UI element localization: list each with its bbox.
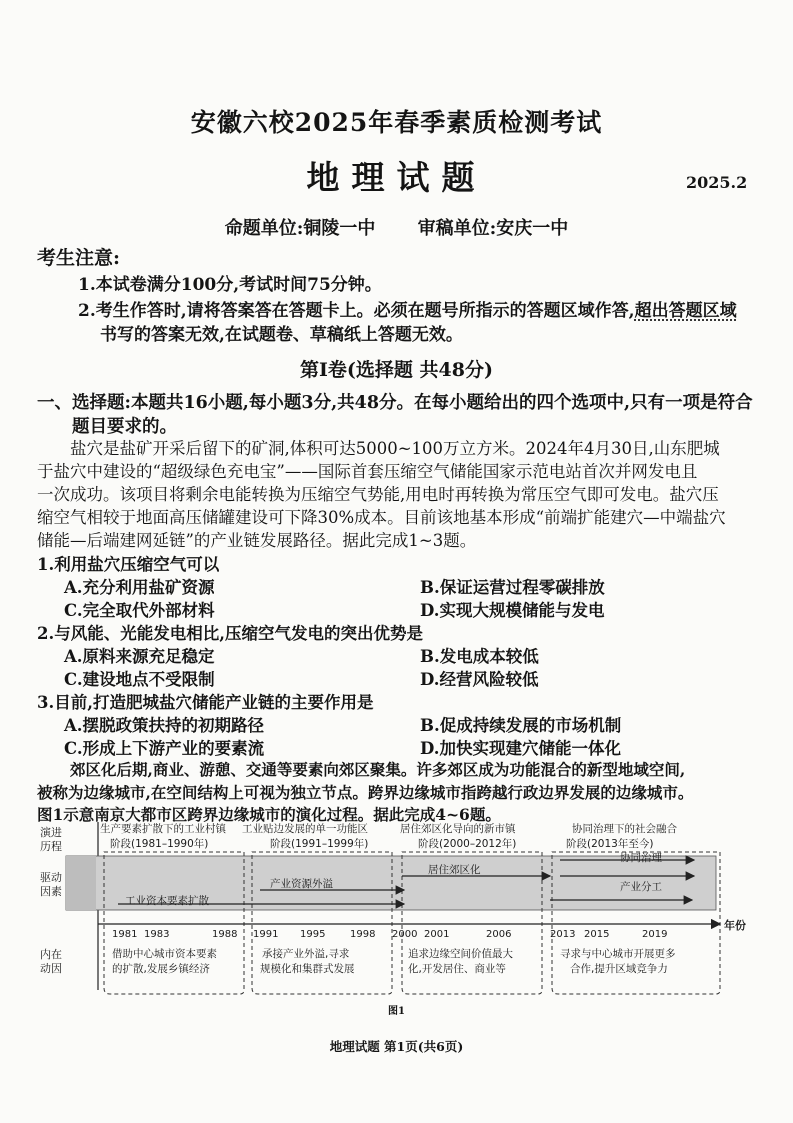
row-label: 历程: [40, 840, 62, 853]
passage1-line: 缩空气相较于地面高压储罐建设可下降30%成本。目前该地基本形成“前端扩能建穴—中端盐穴: [37, 508, 726, 527]
exam-school-title: 安徽六校2025年春季素质检测考试: [190, 108, 603, 137]
stage-title: 工业贴边发展的单一功能区: [242, 823, 368, 835]
row-label: 动因: [40, 962, 62, 975]
question-1-stem: 1.利用盐穴压缩空气可以: [37, 555, 220, 574]
driver-label: 协同治理: [620, 852, 662, 864]
year-tick: 1981: [112, 929, 138, 940]
driver-label: 产业资源外溢: [270, 878, 333, 890]
units-line: [0, 214, 793, 240]
year-tick: 1991: [253, 929, 279, 940]
year-tick: 1998: [350, 929, 376, 940]
setter-unit: 命题单位:铜陵一中: [224, 218, 376, 239]
motive-line: 化,开发居住、商业等: [408, 963, 506, 975]
notice-item-1: 1.本试卷满分100分,考试时间75分钟。: [78, 275, 382, 295]
row-label: 内在: [40, 948, 62, 961]
driver-label: 居住郊区化: [428, 864, 481, 876]
notice-title: 考生注意:: [37, 247, 121, 269]
motive-line: 的扩散,发展乡镇经济: [112, 963, 210, 975]
question-2-option-b: B.发电成本较低: [420, 647, 539, 666]
passage2-line: 被称为边缘城市,在空间结构上可视为独立节点。跨界边缘城市指跨越行政边界发展的边缘城市。: [37, 783, 694, 802]
passage2-line: 图1示意南京大都市区跨界边缘城市的演化过程。据此完成4~6题。: [37, 805, 501, 824]
motive-line: 寻求与中心城市开展更多: [560, 948, 676, 960]
driver-label: 产业分工: [620, 881, 662, 893]
row-label: 因素: [40, 885, 62, 898]
notice-item-2-c: 书写的答案无效,在试题卷、草稿纸上答题无效。: [100, 325, 463, 345]
passage1-line: 于盐穴中建设的“超级绿色充电宝”——国际首套压缩空气储能国家示范电站首次并网发电且: [37, 462, 698, 481]
question-2-option-a: A.原料来源充足稳定: [64, 647, 215, 666]
motive-line: 规模化和集群式发展: [260, 963, 355, 975]
stage-period: 阶段(2000–2012年): [418, 838, 517, 850]
stage-title: 居住郊区化导向的新市镇: [400, 823, 516, 835]
notice-item-2: [78, 296, 737, 321]
question-1-option-a: A.充分利用盐矿资源: [64, 578, 215, 597]
page-footer: 地理试题 第1页(共6页): [329, 1039, 464, 1054]
driver-label-cell: [66, 856, 96, 910]
motive-line: 承接产业外溢,寻求: [262, 948, 350, 960]
year-tick: 2000: [392, 929, 418, 940]
stage-period: 阶段(2013年至今): [566, 838, 654, 850]
year-tick: 1988: [212, 929, 238, 940]
motive-line: 合作,提升区域竞争力: [570, 963, 668, 975]
motive-line: 追求边缘空间价值最大: [408, 948, 513, 960]
question-3-stem: 3.目前,打造肥城盐穴储能产业链的主要作用是: [37, 693, 374, 712]
exam-date: 2025.2: [686, 173, 748, 192]
stage-period: 阶段(1991–1999年): [270, 838, 369, 850]
axis-label: 年份: [724, 919, 746, 932]
passage1-line: 一次成功。该项目将剩余电能转换为压缩空气势能,用电时再转换为常压空气即可发电。盐穴压: [37, 485, 719, 504]
year-tick: 2001: [424, 929, 450, 940]
reviewer-unit: 审稿单位:安庆一中: [417, 218, 569, 239]
driver-label: 工业资本要素扩散: [125, 895, 209, 907]
subject-title: 地理试题: [306, 158, 487, 197]
stage-title: 协同治理下的社会融合: [572, 823, 677, 835]
passage1-line: 盐穴是盐矿开采后留下的矿洞,体积可达5000~100万立方米。2024年4月30日,山东肥城: [70, 439, 720, 458]
section-heading-line2: 题目要求的。: [72, 417, 177, 437]
question-1-option-c: C.完全取代外部材料: [64, 601, 215, 620]
question-3-option-a: A.摆脱政策扶持的初期路径: [64, 716, 265, 735]
stage-period: 阶段(1981–1990年): [110, 838, 209, 850]
section-heading-line1: 一、选择题:本题共16小题,每小题3分,共48分。在每小题给出的四个选项中,只有一项是符合: [37, 393, 753, 413]
year-tick: 1995: [300, 929, 326, 940]
passage2-line: 郊区化后期,商业、游憩、交通等要素向郊区聚集。许多郊区成为功能混合的新型地域空间,: [70, 760, 686, 779]
part-title: 第Ⅰ卷(选择题 共48分): [300, 359, 493, 381]
year-tick: 2013: [550, 929, 576, 940]
notice-item-2-a: 2.考生作答时,请将答案答在答题卡上。必须在题号所指示的答题区域作答,: [78, 301, 635, 321]
question-3-option-b: B.促成持续发展的市场机制: [420, 716, 622, 735]
question-3-option-c: C.形成上下游产业的要素流: [64, 739, 265, 758]
year-tick: 1983: [144, 929, 170, 940]
question-2-option-d: D.经营风险较低: [420, 670, 539, 689]
year-tick: 2015: [584, 929, 610, 940]
question-2-stem: 2.与风能、光能发电相比,压缩空气发电的突出优势是: [37, 624, 423, 643]
motive-line: 借助中心城市资本要素: [112, 948, 217, 960]
question-1-option-d: D.实现大规模储能与发电: [420, 601, 605, 620]
figure-1-timeline: [30, 818, 780, 998]
figure-caption: 图1: [388, 1006, 405, 1017]
notice-item-2-b: 超出答题区域: [634, 301, 737, 321]
question-3-option-d: D.加快实现建穴储能一体化: [420, 739, 621, 758]
row-label: 驱动: [40, 871, 62, 884]
row-label: 演进: [40, 826, 62, 839]
passage1-line: 储能—后端建网延链”的产业链发展路径。据此完成1~3题。: [37, 531, 477, 550]
question-2-option-c: C.建设地点不受限制: [64, 670, 215, 689]
year-tick: 2006: [486, 929, 512, 940]
stage-title: 生产要素扩散下的工业村镇: [100, 823, 226, 835]
question-1-option-b: B.保证运营过程零碳排放: [420, 578, 605, 597]
year-tick: 2019: [642, 929, 668, 940]
